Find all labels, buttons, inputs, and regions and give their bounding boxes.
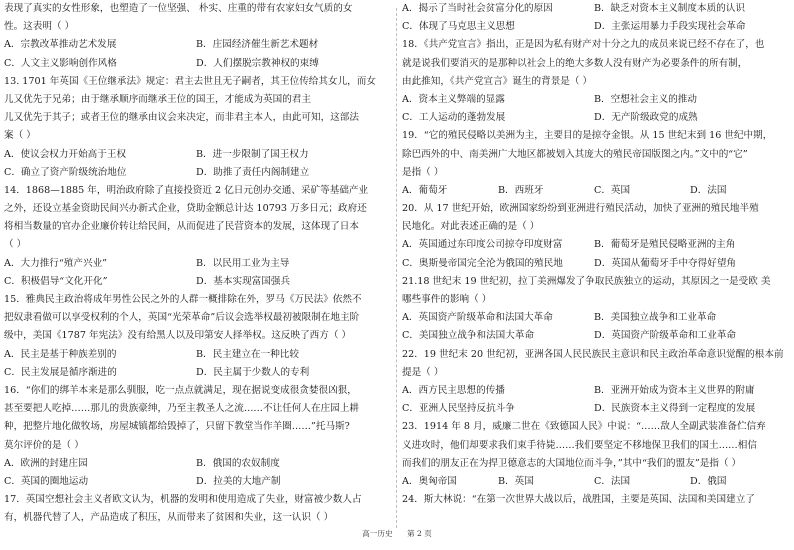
answer-option: B．以民用工业为主导 — [196, 257, 290, 269]
answer-option: D．主张运用暴力手段实现社会革命 — [594, 21, 746, 33]
answer-options-row — [402, 382, 786, 400]
text-line: 儿又优先于其子；或者王位的继承由议会来决定，而非君主本人，由此可知，这部法 — [4, 112, 359, 124]
answer-options-row — [4, 273, 388, 291]
answer-option: B．空想社会主义的推动 — [594, 93, 697, 105]
answer-options-row — [4, 55, 388, 73]
answer-options-row — [402, 255, 786, 273]
answer-option: D．人们摆脱宗教神权的束缚 — [196, 57, 319, 69]
answer-option: D．无产阶级政党的成熟 — [594, 112, 698, 124]
answer-option: C．法国 — [594, 475, 631, 487]
answer-option: A．宗教改革推动艺术发展 — [4, 39, 117, 51]
answer-option: B．美国独立战争和工业革命 — [594, 312, 717, 324]
answer-option: C．亚洲人民坚持反抗斗争 — [402, 403, 515, 415]
answer-options-row — [402, 473, 786, 491]
answer-option: D．英国从葡萄牙手中夺得好望角 — [594, 257, 737, 269]
answer-option: D．基本实现富国强兵 — [196, 275, 291, 287]
text-line: 义进攻时，他们却要求我们束手待毙……我们要坚定不移地保卫我们的国土……相信 — [402, 439, 757, 451]
left-column — [4, 0, 388, 527]
text-line: 23．1914 年 8 月，威廉二世在《致德国人民》中说：“……敌人全副武装准备伫信弃 — [402, 421, 766, 433]
answer-option: B．俄国的农奴制度 — [196, 457, 280, 469]
answer-option: C．民主发展是循序渐进的 — [4, 366, 117, 378]
answer-option: A．英国通过东印度公司掠夺印度财富 — [402, 239, 563, 251]
answer-options-row — [4, 36, 388, 54]
answer-option: A．大力推行“殖产兴业” — [4, 257, 108, 269]
answer-option: C．美国独立战争和法国大革命 — [402, 330, 535, 342]
text-line: 18．《共产党宣言》指出，正是因为私有财产对十分之九的成员来说已经不存在了，也 — [402, 39, 765, 51]
text-line: 之外，还设立基金资助民间兴办新式企业，贷助金额总计达 10793 万多日元；政府还 — [4, 203, 367, 215]
text-line: 甚至要把人吃掉……那儿的贵族豪绅，乃至主教圣人之流……不让任何人在庄园上耕 — [4, 403, 359, 415]
answer-option: B．葡萄牙是殖民侵略亚洲的主角 — [594, 239, 736, 251]
text-line: 14．1868—1885 年，明治政府除了直接投资近 2 亿日元创办交通、采矿等基础产业 — [4, 184, 369, 196]
answer-option: A．资本主义弊端的显露 — [402, 93, 505, 105]
text-line: 19．“它的殖民侵略以美洲为主，主要目的是掠夺金银。从 15 世纪末到 16 世纪中期， — [402, 130, 773, 142]
text-line: 将相当数量的官办企业廉价转让给民间，从而促进了民营资本的发展，这体现了日本 — [4, 221, 359, 233]
answer-option: D．民主属于少数人的专利 — [196, 366, 310, 378]
answer-options-row — [402, 109, 786, 127]
answer-option: A．葡萄牙 — [402, 184, 448, 196]
answer-option: B．亚洲开始成为资本主义世界的附庸 — [594, 384, 755, 396]
answer-options-row — [402, 309, 786, 327]
text-line: （ ） — [4, 239, 27, 251]
answer-option: C．工人运动的蓬勃发展 — [402, 112, 506, 124]
text-line: 20．从 17 世纪开始，欧洲国家纷纷到亚洲进行殖民活动，加快了亚洲的殖民地半殖 — [402, 203, 759, 215]
text-line: 就是说我们要消灭的是那种以社会上的绝大多数人没有财产为必要条件的所有制， — [402, 57, 748, 69]
answer-options-row — [4, 255, 388, 273]
text-line: 17．英国空想社会主义者欧文认为，机器的发明和使用造成了失业，财富被少数人占 — [4, 494, 362, 506]
answer-option: D．拉美的大地产制 — [196, 475, 281, 487]
answer-options-row — [4, 473, 388, 491]
text-line: 种，把整片地化做牧场，房屋城镇都给毁掉了，只留下教堂当作羊圈……”托马斯? — [4, 421, 350, 433]
text-line: 莫尔评价的是（ ） — [4, 439, 84, 451]
answer-option: C．积极倡导“文化开化” — [4, 275, 108, 287]
answer-option: C．英国的圈地运动 — [4, 475, 89, 487]
answer-option: B．缺乏对资本主义制度本质的认识 — [594, 3, 745, 14]
text-line: 表现了真实的女性形象，也塑造了一位坚强、 朴实、庄重的带有农家妇女气质的女 — [4, 3, 353, 14]
right-column — [402, 0, 786, 509]
text-line: 是指（ ） — [402, 166, 444, 178]
answer-options-row — [402, 236, 786, 254]
answer-option: A．欧洲的封建庄园 — [4, 457, 88, 469]
answer-option: D．英国资产阶级革命和工业革命 — [594, 330, 737, 342]
text-line: 有，机器代替了人，产品造成了积压，从而带来了贫困和失业，这一认识（ ） — [4, 512, 334, 524]
footer-subject: 高一历史 — [362, 529, 393, 538]
answer-option: D．俄国 — [690, 475, 727, 487]
text-line: 除巴西外的中、南美洲广大地区都被划入其庞大的殖民帝国版图之内。”文中的“它” — [402, 148, 748, 160]
text-line: 21.18 世纪末 19 世纪初，拉丁美洲爆发了争取民族独立的运动，其原因之一是受欧 美 — [402, 275, 771, 287]
answer-options-row — [402, 327, 786, 345]
text-line: 哪些事件的影响（ ） — [402, 294, 492, 305]
answer-option: B．西班牙 — [498, 184, 544, 196]
page-footer — [0, 528, 794, 539]
answer-option: C．体现了马克思主义思想 — [402, 21, 515, 33]
answer-option: A．英国资产阶级革命和法国大革命 — [402, 312, 553, 324]
text-line: 13. 1701 年英国《王位继承法》规定：君主去世且无子嗣者，其王位传给其女儿，而女 — [4, 75, 376, 87]
answer-option: C．人文主义影响创作风格 — [4, 57, 117, 69]
answer-option: D．民族资本主义得到一定程度的发展 — [594, 403, 756, 415]
answer-options-row — [4, 455, 388, 473]
answer-option: C．确立了资产阶级统治地位 — [4, 166, 127, 178]
answer-options-row — [402, 18, 786, 36]
text-line: 级中，美国《1787 年宪法》没有给黑人以及印第安人择举权。这反映了西方（ ） — [4, 330, 352, 342]
answer-option: C．奥斯曼帝国完全沦为俄国的殖民地 — [402, 257, 563, 269]
answer-options-row — [402, 0, 786, 18]
answer-options-row — [4, 164, 388, 182]
answer-options-row — [4, 346, 388, 364]
text-line: 而我们的朋友正在为捍卫德意志的大国地位而斗争，”其中“我们的盟友”是指（ ） — [402, 457, 742, 469]
text-line: 案（ ） — [4, 130, 36, 142]
answer-option: A．揭示了当时社会贫富分化的原因 — [402, 3, 553, 14]
answer-options-row — [4, 146, 388, 164]
answer-option: A．使议会权力开始高于王权 — [4, 148, 127, 160]
answer-option: B．民主建立在一种比较 — [196, 348, 299, 360]
text-line: 24．斯大林说：“在第一次世界大战以后，战胜国，主要是英国、法国和美国建立了 — [402, 494, 755, 506]
answer-options-row — [4, 364, 388, 382]
answer-option: A．民主是基于种族差别的 — [4, 348, 117, 360]
text-line: 由此推知，《共产党宣言》诞生的背景是（ ） — [402, 75, 593, 87]
answer-option: D．法国 — [690, 184, 727, 196]
text-line: 16．“你们的绑羊本来是那么驯服，吃一点点就满足，现在据说变成很贪婪很凶狠， — [4, 384, 357, 396]
answer-option: B．进一步限制了国王权力 — [196, 148, 309, 160]
text-line: 性。这表明（ ） — [4, 21, 75, 33]
answer-option: D．助推了责任内阁制建立 — [196, 166, 310, 178]
text-line: 22．19 世纪末 20 世纪初，亚洲各国人民民族民主意识和民主政治革命意识觉醒的根本前 — [402, 348, 784, 360]
answer-options-row — [402, 400, 786, 418]
text-line: 儿又优先于兄弟；由于继承顺序而继承王位的国王，才能成为英国的君主 — [4, 93, 311, 105]
answer-option: C．英国 — [594, 184, 631, 196]
text-line: 把奴隶看做可以享受权利的个人，英国“光荣革命”后议会选举权最初被限制在地主阶 — [4, 312, 360, 324]
answer-options-row — [402, 182, 786, 200]
footer-page-number: 第 2 页 — [406, 529, 432, 538]
answer-option: A．奥匈帝国 — [402, 475, 457, 487]
text-line: 提是（ ） — [402, 366, 444, 378]
answer-option: B．庄园经济催生新艺术题材 — [196, 39, 319, 51]
answer-options-row — [402, 91, 786, 109]
column-divider — [396, 8, 397, 528]
answer-option: A．西方民主思想的传播 — [402, 384, 505, 396]
text-line: 民地化。对此表述正确的是（ ） — [402, 221, 540, 233]
text-line: 15．雅典民主政治将成年男性公民之外的人群一概排除在外，罗马《万民法》依然不 — [4, 294, 362, 305]
answer-option: B．英国 — [498, 475, 534, 487]
